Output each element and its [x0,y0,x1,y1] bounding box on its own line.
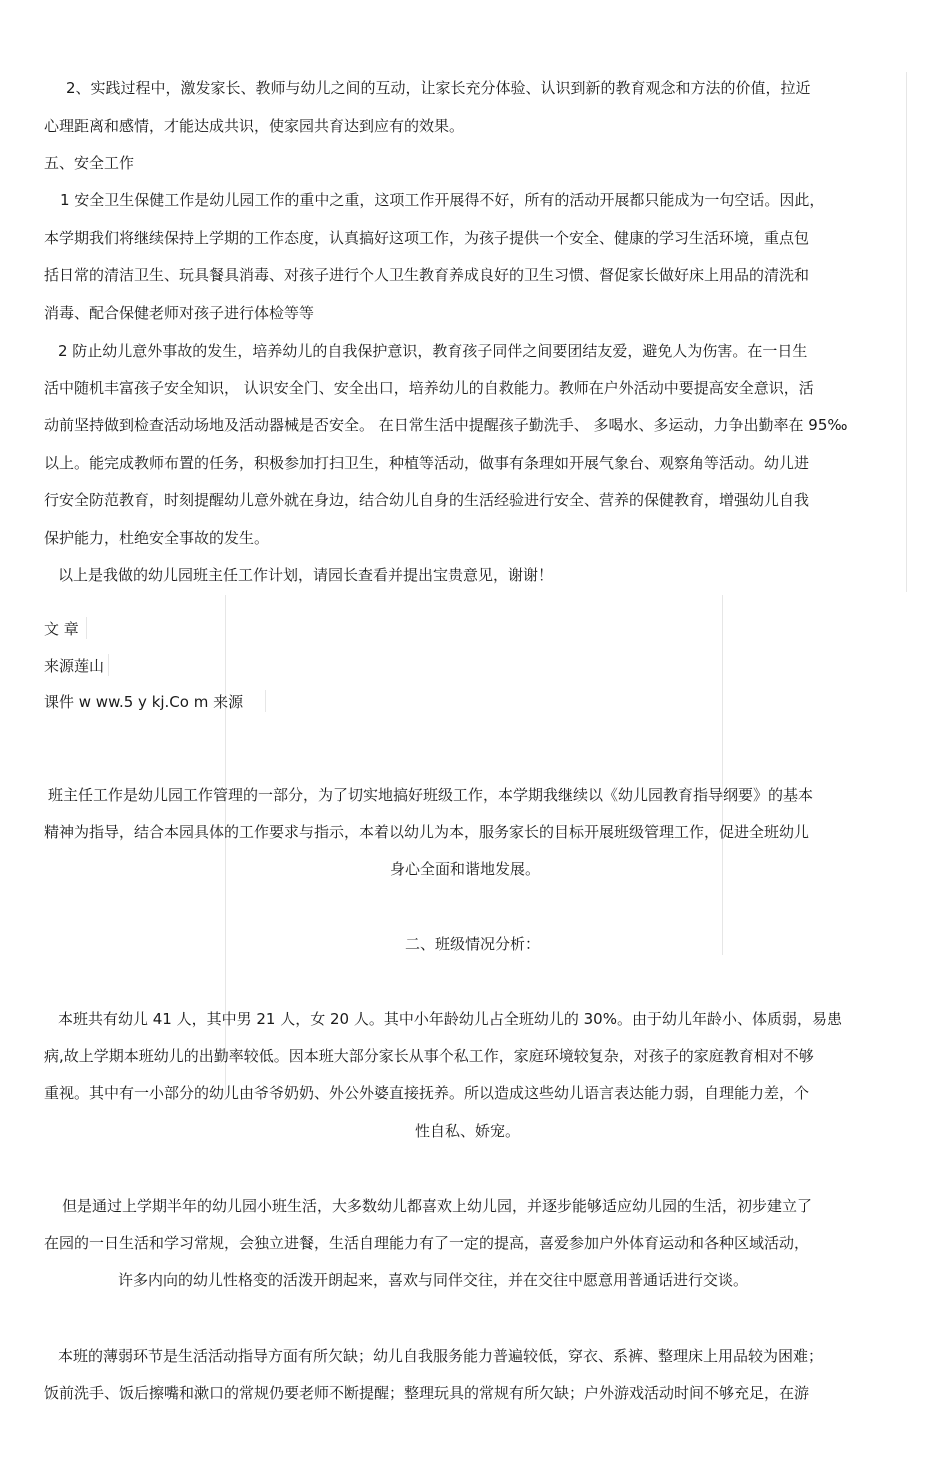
paragraph-line: 保护能力，杜绝安全事故的发生。 [44,529,270,547]
paragraph-line: 本学期我们将继续保持上学期的工作态度，认真搞好这项工作，为孩子提供一个安全、健康的学习生活环境，重点包 [44,229,810,247]
center-rule-right [722,595,723,955]
paragraph-line: 病,故上学期本班幼儿的出勤率较低。因本班大部分家长从事个私工作，家庭环境较复杂，对孩子的家庭教育相对不够 [44,1047,814,1065]
paragraph-line: 括日常的清洁卫生、玩具餐具消毒、对孩子进行个人卫生教育养成良好的卫生习惯、督促家长做好床上用品的清洗和 [44,266,810,284]
paragraph-line: 消毒、配合保健老师对孩子进行体检等等 [44,304,315,322]
paragraph-line: 动前坚持做到检查活动场地及活动器械是否安全。 在日常生活中提醒孩子勤洗手、 多喝水、多运动，力争出勤率在 95‰ [44,416,848,434]
paragraph-line: 以上是我做的幼儿园班主任工作计划，请园长查看并提出宝贵意见，谢谢！ [58,566,554,584]
paragraph-line: 2、实践过程中，激发家长、教师与幼儿之间的互动，让家长充分体验、认识到新的教育观念和方法的价值，拉近 [66,79,811,97]
paragraph-line: 性自私、娇宠。 [415,1122,521,1140]
paragraph-line: 身心全面和谐地发展。 [390,860,541,878]
paragraph-line: 班主任工作是幼儿园工作管理的一部分，为了切实地搞好班级工作，本学期我继续以《幼儿园教育指导纲要》的基本 [48,786,814,804]
paragraph-line: 1 安全卫生保健工作是幼儿园工作的重中之重，这项工作开展得不好，所有的活动开展都只能成为一句空话。因此， [60,191,825,209]
right-margin-rule [906,72,907,592]
paragraph-line: 精神为指导，结合本园具体的工作要求与指示，本着以幼儿为本，服务家长的目标开展班级管理工作，促进全班幼儿 [44,823,810,841]
paragraph-line: 活中随机丰富孩子安全知识， 认识安全门、安全出口，培养幼儿的自救能力。教师在户外活动中要提高安全意识，活 [44,379,814,397]
source-box-edge-1 [86,617,87,639]
paragraph-line: 以上。能完成教师布置的任务，积极参加打扫卫生，种植等活动，做事有条理如开展气象台、观察角等活动。幼儿进 [44,454,810,472]
section-heading: 五、安全工作 [44,154,135,172]
paragraph-line: 本班的薄弱环节是生活活动指导方面有所欠缺；幼儿自我服务能力普遍较低，穿衣、系裤、整理床上用品较为困难； [58,1347,824,1365]
paragraph-line: 2 防止幼儿意外事故的发生，培养幼儿的自我保护意识，教育孩子同伴之间要团结友爱，避免人为伤害。在一日生 [58,342,808,360]
paragraph-line: 许多内向的幼儿性格变的活泼开朗起来，喜欢与同伴交往，并在交往中愿意用普通话进行交谈。 [118,1271,749,1289]
paragraph-line: 行安全防范教育，时刻提醒幼儿意外就在身边，结合幼儿自身的生活经验进行安全、营养的保健教育，增强幼儿自我 [44,491,810,509]
section-heading: 二、班级情况分析： [405,935,541,953]
paragraph-line: 重视。其中有一小部分的幼儿由爷爷奶奶、外公外婆直接抚养。所以造成这些幼儿语言表达能力弱，自理能力差，个 [44,1084,810,1102]
paragraph-line: 但是通过上学期半年的幼儿园小班生活，大多数幼儿都喜欢上幼儿园，并逐步能够适应幼儿园的生活，初步建立了 [62,1197,813,1215]
paragraph-line: 饭前洗手、饭后擦嘴和漱口的常规仍要老师不断提醒；整理玩具的常规有所欠缺；户外游戏活动时间不够充足，在游 [44,1384,810,1402]
source-line: 来源莲山 [44,657,105,675]
paragraph-line: 在园的一日生活和学习常规，会独立进餐，生活自理能力有了一定的提高，喜爱参加户外体育运动和各种区域活动， [44,1234,810,1252]
source-line: 课件 w ww.5 y kj.Co m 来源 [44,693,244,711]
source-box-edge-3 [265,690,266,712]
source-box-edge-2 [108,654,109,676]
paragraph-line: 心理距离和感情，才能达成共识，使家园共育达到应有的效果。 [44,117,465,135]
source-line: 文 章 [44,620,79,638]
paragraph-line: 本班共有幼儿 41 人，其中男 21 人，女 20 人。其中小年龄幼儿占全班幼儿的 30%。由于幼儿年龄小、体质弱，易患 [58,1010,842,1028]
